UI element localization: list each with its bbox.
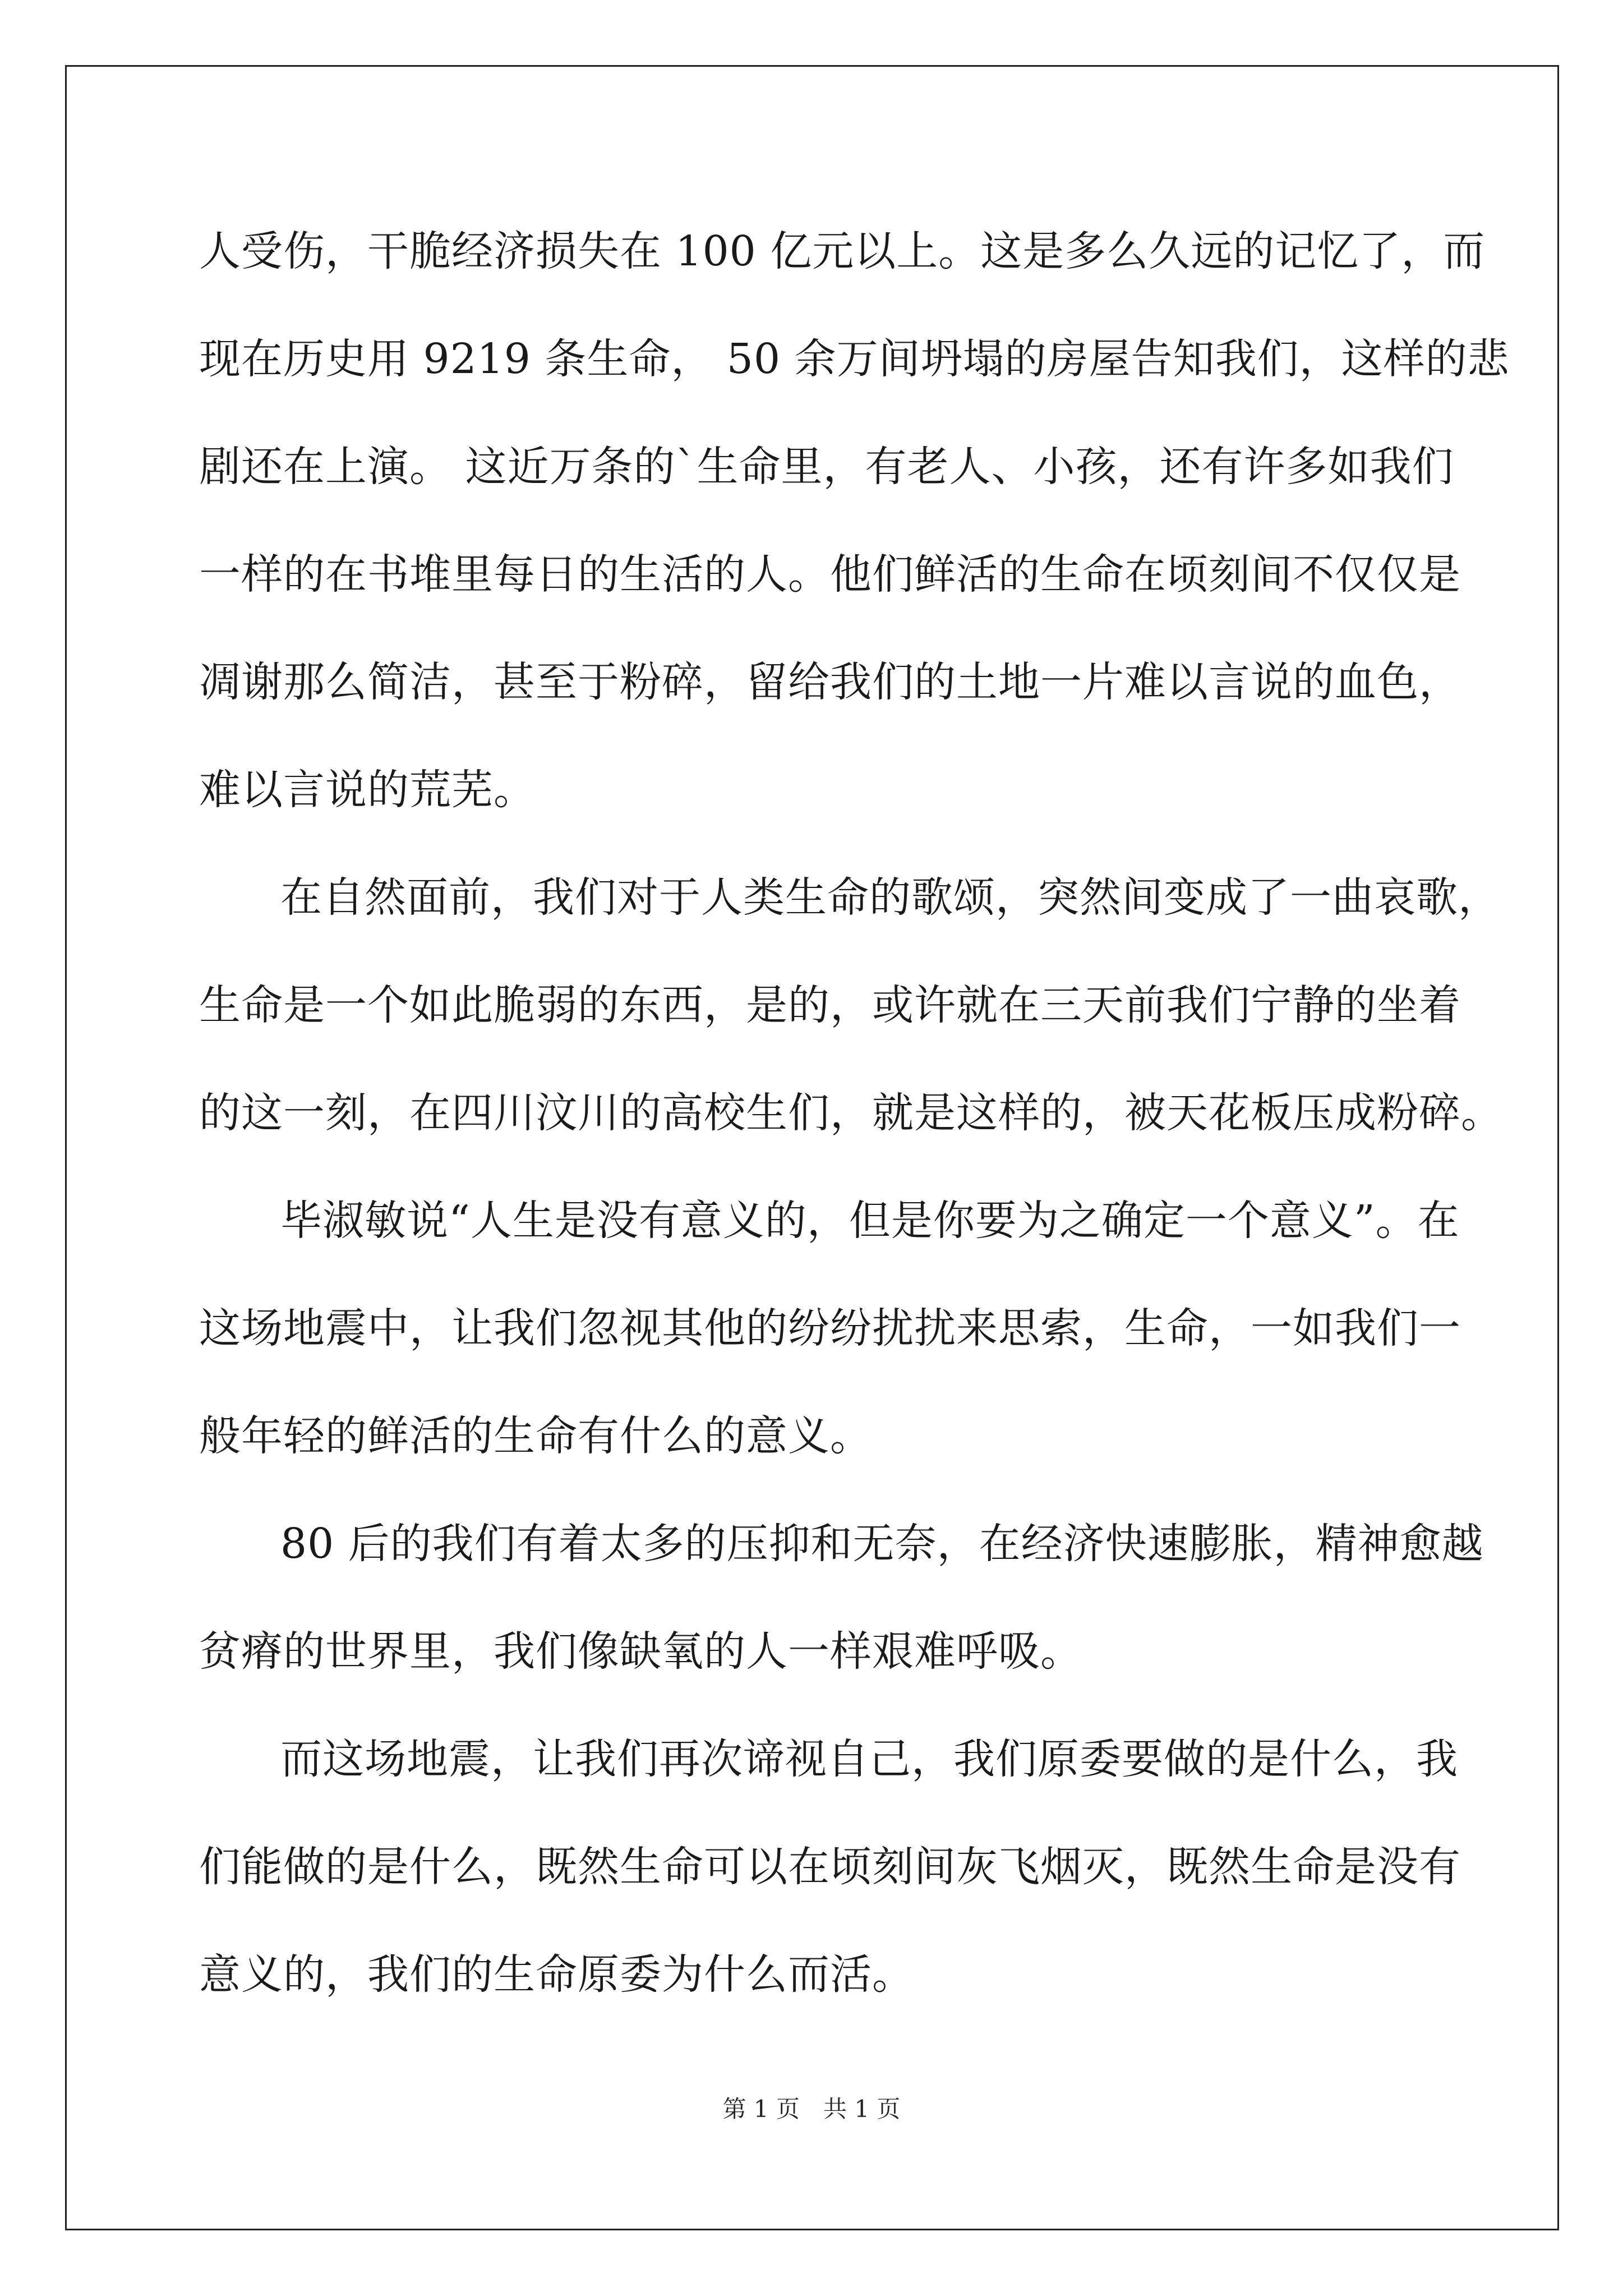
body-text-line: 意义的，我们的生命原委为什么而活。 xyxy=(199,1950,914,1999)
body-text-line: 现在历史用 9219 条生命， 50 余万间坍塌的房屋告知我们，这样的悲 xyxy=(199,335,1510,383)
body-text-line: 难以言说的荒芜。 xyxy=(199,766,536,814)
body-text-line: 的这一刻，在四川汶川的高校生们，就是这样的，被天花板压成粉碎。 xyxy=(199,1089,1503,1137)
body-text-line: 一样的在书堆里每日的生活的人。他们鲜活的生命在顷刻间不仅仅是 xyxy=(199,550,1461,599)
paragraph-first-line: 在自然面前，我们对于人类生命的歌颂，突然间变成了一曲哀歌， xyxy=(280,873,1500,922)
body-text-line: 般年轻的鲜活的生命有什么的意义。 xyxy=(199,1412,872,1460)
paragraph-first-line: 80 后的我们有着太多的压抑和无奈，在经济快速膨胀，精神愈越 xyxy=(280,1520,1484,1568)
body-text-line: 这场地震中，让我们忽视其他的纷纷扰扰来思索，生命，一如我们一 xyxy=(199,1304,1461,1352)
paragraph-first-line: 毕淑敏说“人生是没有意义的，但是你要为之确定一个意义”。在 xyxy=(280,1197,1460,1245)
body-text-line: 剧还在上演。 这近万条的`生命里，有老人、小孩，还有许多如我们 xyxy=(199,443,1454,491)
paragraph-first-line: 而这场地震，让我们再次谛视自己，我们原委要做的是什么，我 xyxy=(280,1735,1458,1783)
body-text-line: 人受伤，干脆经济损失在 100 亿元以上。这是多么久远的记忆了，而 xyxy=(199,227,1486,275)
body-text-line: 贫瘠的世界里，我们像缺氧的人一样艰难呼吸。 xyxy=(199,1627,1082,1676)
page-number-footer: 第 1 页 共 1 页 xyxy=(722,2095,901,2123)
body-text-line: 们能做的是什么，既然生命可以在顷刻间灰飞烟灭，既然生命是没有 xyxy=(199,1843,1461,1891)
body-text-line: 凋谢那么简洁，甚至于粉碎，留给我们的土地一片难以言说的血色， xyxy=(199,658,1461,706)
body-text-line: 生命是一个如此脆弱的东西，是的，或许就在三天前我们宁静的坐着 xyxy=(199,981,1461,1029)
page-border xyxy=(65,65,1559,2230)
